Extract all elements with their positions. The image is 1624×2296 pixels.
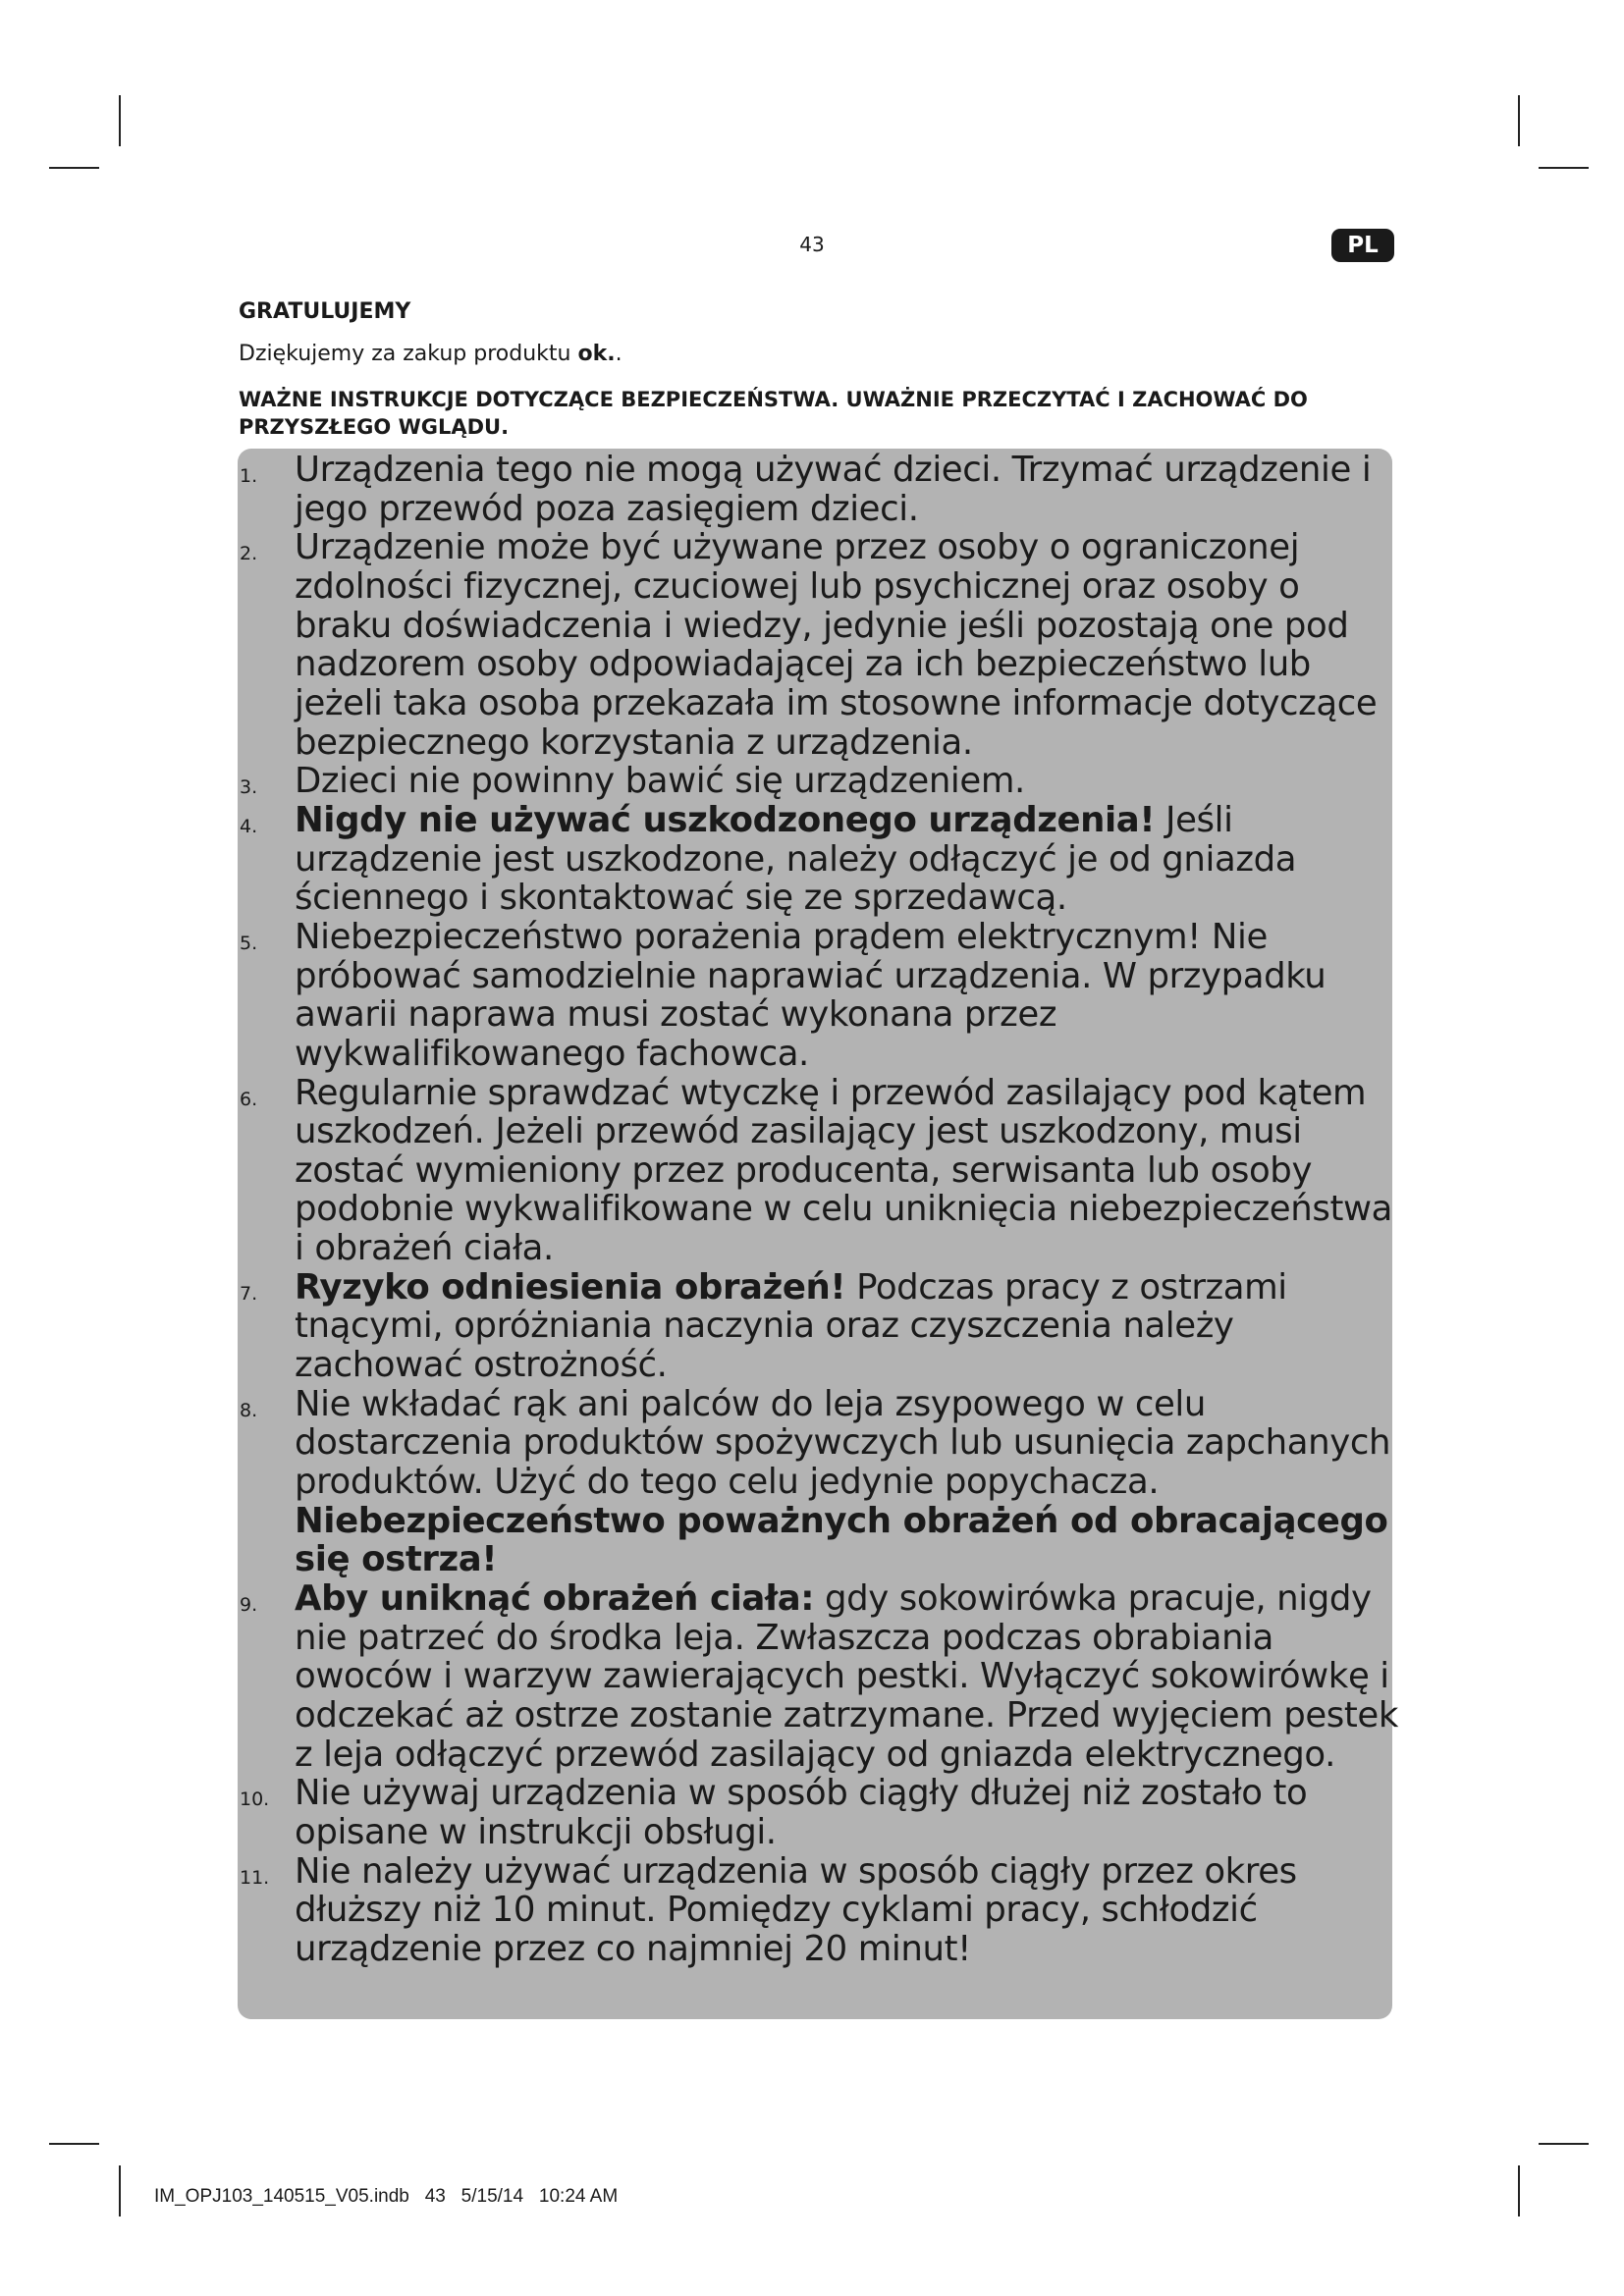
item-bold-lead: Aby uniknąć obrażeń ciała:: [295, 1578, 815, 1620]
item-number: 1.: [240, 465, 258, 487]
crop-mark-bottom-right-horizontal: [1539, 2143, 1589, 2145]
page-heading: GRATULUJEMY: [239, 299, 411, 324]
item-number: 4.: [240, 815, 258, 837]
language-badge: PL: [1331, 229, 1394, 262]
instruction-item: [236, 1268, 1398, 1385]
item-number: 11.: [240, 1866, 270, 1889]
instruction-item: [236, 918, 1398, 1074]
brand-name: ok.: [577, 342, 616, 366]
instruction-item: [236, 1074, 1398, 1268]
instruction-item: [236, 801, 1398, 918]
safety-instructions-title: WAŻNE INSTRUKCJE DOTYCZĄCE BEZPIECZEŃSTWA. UWAŻNIE PRZECZYTAĆ I ZACHOWAĆ DO PRZYSZŁEGO WGLĄDU.: [239, 388, 1308, 439]
thanks-suffix: .: [615, 342, 623, 366]
instruction-item: [236, 528, 1398, 762]
item-bold-lead: Ryzyko odniesienia obrażeń!: [295, 1266, 846, 1308]
instruction-item: [236, 451, 1398, 528]
print-slug-footer: IM_OPJ103_140515_V05.indb 43 5/15/14 10:24 AM: [154, 2186, 619, 2207]
item-number: 3.: [240, 776, 258, 799]
item-text: Urządzenie może być używane przez osoby o ograniczonej zdolności fizycznej, czuciowej lub psychicznej oraz osoby o braku doświadczenia i wiedzy, jedynie jeśli pozostają one pod nadzorem osoby odpowiadającej za ich bezpieczeństwo lub jeżeli taka osoba przekazała im stosowne informacje dotyczące bezpiecznego korzystania z urządzenia.: [295, 527, 1378, 763]
instruction-item: [236, 1579, 1398, 1774]
item-number: 5.: [240, 932, 258, 954]
crop-mark-top-left-vertical: [119, 95, 121, 146]
item-text: Dzieci nie powinny bawić się urządzeniem.: [295, 761, 1025, 802]
item-text: Urządzenia tego nie mogą używać dzieci. Trzymać urządzenie i jego przewód poza zasięgiem dzieci.: [295, 450, 1372, 529]
instruction-item: [236, 1385, 1398, 1579]
item-number: 10.: [240, 1789, 270, 1811]
crop-mark-bottom-right-vertical: [1518, 2165, 1520, 2216]
item-text: Podczas pracy z ostrzami tnącymi, opróżniania naczynia oraz czyszczenia należy zachować ostrożność.: [295, 1266, 1287, 1386]
item-bold-tail: Niebezpieczeństwo poważnych obrażeń od obracającego się ostrza!: [295, 1500, 1388, 1580]
safety-instructions-list: [236, 451, 1398, 1969]
item-text: Regularnie sprawdzać wtyczkę i przewód zasilający pod kątem uszkodzeń. Jeżeli przewód zasilający jest uszkodzony, musi zostać wymieniony przez producenta, serwisanta lub osoby podobnie wykwalifikowane w celu uniknięcia niebezpieczeństwa i obrażeń ciała.: [295, 1072, 1392, 1269]
instruction-item: [236, 762, 1398, 801]
instruction-item: [236, 1852, 1398, 1969]
item-text: Niebezpieczeństwo porażenia prądem elektrycznym! Nie próbować samodzielnie naprawiać urządzenia. W przypadku awarii naprawa musi zostać wykonana przez wykwalifikowanego fachowca.: [295, 916, 1326, 1074]
item-number: 7.: [240, 1282, 258, 1305]
item-text: Nie należy używać urządzenia w sposób ciągły przez okres dłuższy niż 10 minut. Pomiędzy cyklami pracy, schłodzić urządzenie przez co najmniej 20 minut!: [295, 1850, 1297, 1969]
item-text: Jeśli urządzenie jest uszkodzone, należy odłączyć je od gniazda ściennego i skontaktować się ze sprzedawcą.: [295, 799, 1297, 919]
crop-mark-top-right-vertical: [1518, 95, 1520, 146]
item-number: 8.: [240, 1399, 258, 1421]
crop-mark-top-right-horizontal: [1539, 167, 1589, 169]
item-number: 6.: [240, 1088, 258, 1110]
item-text: Nie używaj urządzenia w sposób ciągły dłużej niż zostało to opisane w instrukcji obsługi.: [295, 1773, 1308, 1852]
item-text: Nie wkładać rąk ani palców do leja zsypowego w celu dostarczenia produktów spożywczych lub usunięcia zapchanych produktów. Użyć do tego celu jedynie popychacza.: [295, 1383, 1391, 1503]
item-bold-lead: Nigdy nie używać uszkodzonego urządzenia!: [295, 799, 1156, 840]
crop-mark-bottom-left-vertical: [119, 2165, 121, 2216]
crop-mark-bottom-left-horizontal: [49, 2143, 99, 2145]
item-text: gdy sokowirówka pracuje, nigdy nie patrzeć do środka leja. Zwłaszcza podczas obrabiania owoców i warzyw zawierających pestki. Wyłączyć sokowirówkę i odczekać aż ostrze zostanie zatrzymane. Przed wyjęciem pestek z leja odłączyć przewód zasilający od gniazda elektrycznego.: [295, 1578, 1398, 1775]
item-number: 9.: [240, 1594, 258, 1617]
instruction-item: [236, 1774, 1398, 1851]
item-number: 2.: [240, 543, 258, 565]
page-number: 43: [799, 233, 825, 256]
thanks-line: [239, 341, 623, 368]
crop-mark-top-left-horizontal: [49, 167, 99, 169]
thanks-text: Dziękujemy za zakup produktu: [239, 342, 578, 366]
